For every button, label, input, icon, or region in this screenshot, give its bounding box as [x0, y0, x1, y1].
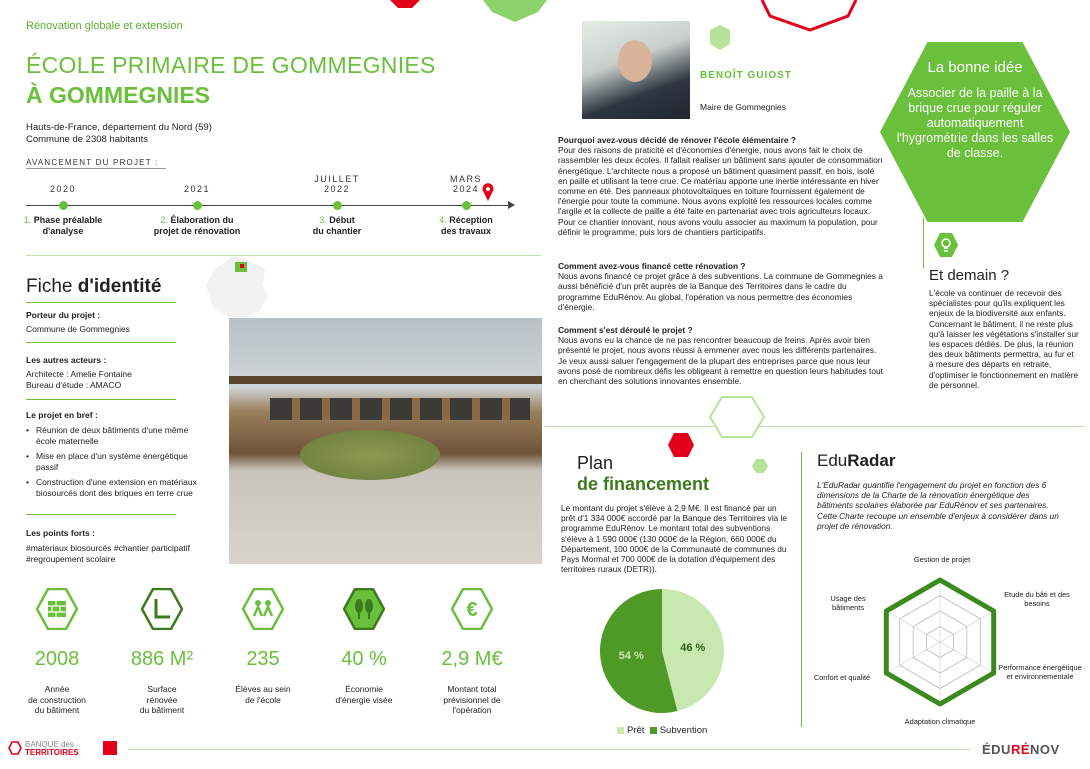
acteurs-label: Les autres acteurs :: [26, 355, 107, 365]
et-demain-text: L'école va continuer de recevoir des spécialistes pour qu'ils expliquent les enjeux de la biodiversité aux enfants. Concernant le bâtiment, il ne reste plus qu'à laisser les végétations s'installer sur les espaces dédiés. De plus, la réunion des deux bâtiments permettra, au fur et à mesure des départs en retraite, d'optimiser le fonctionnement en matière de personnel.: [929, 288, 1079, 390]
location-population: Commune de 2308 habitants: [26, 134, 148, 145]
euro-icon: [451, 588, 493, 630]
timeline-year: JUILLET 2022: [314, 174, 360, 194]
location-region: Hauts-de-France, département du Nord (59): [26, 122, 212, 133]
pie-legend: [617, 725, 707, 736]
section-divider: [26, 255, 541, 256]
porteur-value: Commune de Gommegnies: [26, 324, 130, 334]
garden-bed: [300, 430, 440, 480]
eduradar-title: EduRadar: [817, 451, 896, 470]
radar-label: Usage des bâtiments: [830, 594, 866, 612]
column-divider: [801, 452, 802, 727]
kpi-label: Année de construction du bâtiment: [28, 684, 86, 715]
qa-block: [558, 325, 883, 386]
radar-label: Adaptation climatique: [904, 717, 976, 726]
pie-data-label: 46 %: [680, 642, 706, 655]
legend-swatch-subvention: [650, 727, 657, 734]
bref-label: Le projet en bref :: [26, 410, 98, 420]
question: Comment avez-vous financé cette rénovation ?: [558, 261, 746, 271]
legend-swatch-pret: [617, 727, 624, 734]
roof-edge: [229, 376, 542, 384]
location: [26, 122, 212, 146]
interviewee-role: Maire de Gommegnies: [700, 102, 786, 112]
map-marker: [240, 264, 244, 268]
bref-list: [26, 425, 211, 503]
decor-hexagons: [660, 395, 780, 485]
kpi-value: 2008: [34, 648, 80, 670]
timeline-step: 4. Réception des travaux: [439, 215, 493, 236]
financing-pie-chart: [598, 587, 726, 715]
timeline-step: 3. Début du chantier: [312, 215, 362, 236]
question: Pourquoi avez-vous décidé de rénover l'école élémentaire ?: [558, 135, 796, 145]
timeline-dot: [333, 201, 342, 210]
kpi-value: 2,9 M€: [441, 648, 503, 670]
timeline-year: MARS 2024: [449, 174, 482, 194]
windows: [270, 398, 530, 420]
timeline-heading: AVANCEMENT DU PROJET :: [26, 158, 159, 167]
timeline-dot: [462, 201, 471, 210]
timeline-step: 2. Élaboration du projet de rénovation: [153, 215, 241, 236]
kicker: Rénovation globale et extension: [26, 20, 183, 32]
timeline-dot: [193, 201, 202, 210]
timeline-step: 1. Phase préalable d'analyse: [23, 215, 103, 236]
timeline-dot: [59, 201, 68, 210]
plan-title-bold: de financement: [577, 474, 710, 494]
answer: Pour des raisons de praticité et d'économies d'énergie, nous avons fait le choix de rassembler les deux écoles. Il fallait réaliser un bâtiment sans ajouter de consommation énergétique. L'architecte nous a proposé un bâtiment quasiment passif, en bois, isolé en paille et utilisant la terre crue. Ce matériau apporte une inertie intéressante en hiver comme en été. Des panneaux photovoltaïques en toiture fournissent également de l'énergie pour toute la commune. Nous avons exploité les ressources locales comme l'argile et la collecte de paille a été faite en partenariat avec trois agriculteurs locaux. Pour ce chantier innovant, nous avons voulu associer au maximum la population, pour définir le programme, puis lors de chantiers participatifs.: [558, 145, 883, 237]
forts-tags-1: #materiaux biosourcés #chantier participatif: [26, 543, 190, 553]
svg-text:€: €: [466, 599, 478, 621]
interviewee-name: BENOÎT GUIOST: [700, 70, 792, 81]
divider: [26, 514, 176, 515]
page-subtitle: À GOMMEGNIES: [26, 82, 211, 108]
connector-line: [923, 218, 924, 268]
timeline-year: 2020: [49, 184, 77, 194]
kpi-label: Économie d'énergie visée: [335, 684, 393, 705]
list-item: • Construction d'une extension en matériaux biosourcés dont des briques en terre crue: [26, 477, 211, 498]
kpi-value: 886 M²: [130, 648, 194, 670]
qa-block: [558, 135, 883, 237]
qa-block: [558, 261, 883, 312]
eduradar-chart: [872, 562, 1008, 722]
legend-label: Subvention: [659, 725, 708, 736]
plan-title: Plan: [577, 453, 614, 473]
divider: [26, 399, 176, 400]
acteurs-architect: Architecte : Amelie Fontaine: [26, 369, 132, 379]
pie-data-label: 54 %: [618, 649, 644, 662]
timeline-axis: [26, 205, 511, 206]
answer: Nous avons eu la chance de ne pas rencontrer beaucoup de freins. Après avoir bien présenté le projet, nous avons réussi à emmener avec nous les différents partenaires. Je veux aussi saluer l'engagement de la plupart des entreprises parce que nous leur avons posé de nombreux défis les obligeant à remettre en question leurs habitudes tout en cherchant des solutions innovantes ensemble.: [558, 335, 883, 387]
answer: Nous avons financé ce projet grâce à des subventions. La commune de Gommegnies a aussi bénéficié d'un prêt auprès de la Banque des Territoires dans le cadre du programme EduRénov. Au global, l'opération va nous permettre des économies d'énergie.: [558, 271, 883, 312]
timeline-year: 2021: [183, 184, 211, 194]
mayor-face: [618, 40, 652, 82]
porteur-label: Porteur du projet :: [26, 310, 101, 320]
list-item: • Mise en place d'un système énergétique passif: [26, 451, 211, 472]
edurenov-logo: ÉDURÉNOV: [982, 742, 1060, 757]
kpi-label: Surface rénovée du bâtiment: [139, 684, 185, 715]
divider: [26, 342, 176, 343]
question: Comment s'est déroulé le projet ?: [558, 325, 693, 335]
fiche-title: Fiche d'identité: [26, 276, 162, 297]
forts-tags-2: #regroupement scolaire: [26, 554, 116, 564]
radar-label: Performance énergétique et environnementale: [998, 663, 1082, 681]
plan-text: Le montant du projet s'élève à 2,9 M€. Il est financé par un prêt d'1 334 000€ accordé par la Banque des Territoires via le programme EduRénov. Le montant total des subventions s'élève à 1 590 000€ (130 000€ de la Région, 660 000€ du Département, 100 000€ de la Communauté de communes du Pays Mormal et 700 000€ de la dotation d'équipement des territoires ruraux (DETR)).: [561, 503, 788, 575]
kpi-value: 235: [246, 648, 280, 670]
children-icon: [242, 588, 284, 630]
kpi-value: 40 %: [341, 648, 387, 670]
timeline-arrow-icon: [508, 201, 515, 209]
bonne-idee-title: La bonne idée: [927, 59, 1023, 76]
surface-icon: [141, 588, 183, 630]
legend-label: Prêt: [627, 725, 645, 736]
bdt-logo-icon: [8, 741, 22, 755]
et-demain-title: Et demain ?: [929, 267, 1010, 284]
divider: [26, 168, 166, 169]
forts-label: Les points forts :: [26, 528, 95, 538]
bdt-mark-icon: [103, 741, 117, 755]
eduradar-text: L'EduRadar quantifie l'engagement du projet en fonction des 6 dimensions de la Charte de la rénovation énergétique des bâtiments scolaires élaborée par EduRénov et ses partenaires. Cette Charte recoupe un ensemble d'enjeux à considérer dans un projet de rénovation.: [817, 480, 1059, 531]
trees-icon: [343, 588, 385, 630]
bricks-icon: [36, 588, 78, 630]
acteurs-bureau: Bureau d'étude : AMACO: [26, 380, 122, 390]
radar-label: Confort et qualité: [813, 673, 871, 682]
page-title: ÉCOLE PRIMAIRE DE GOMMEGNIES: [26, 52, 436, 78]
list-item: • Réunion de deux bâtiments d'une même école maternelle: [26, 425, 211, 446]
bonne-idee-text: Associer de la paille à la brique crue pour réguler automatiquement l'hygrométrie dans les salles de classe.: [896, 86, 1054, 160]
radar-label: Gestion de projet: [913, 555, 971, 564]
radar-label: Etude du bâti et des besoins: [1004, 590, 1070, 608]
section-divider: [545, 426, 1085, 427]
divider: [26, 302, 176, 303]
footer-line: [128, 749, 970, 750]
kpi-label: Montant total prévisionnel de l'opération: [443, 684, 501, 715]
bdt-logo: BANQUE des TERRITOIRES: [25, 740, 79, 757]
kpi-label: Élèves au sein de l'école: [235, 684, 291, 705]
lightbulb-icon: [933, 232, 959, 258]
